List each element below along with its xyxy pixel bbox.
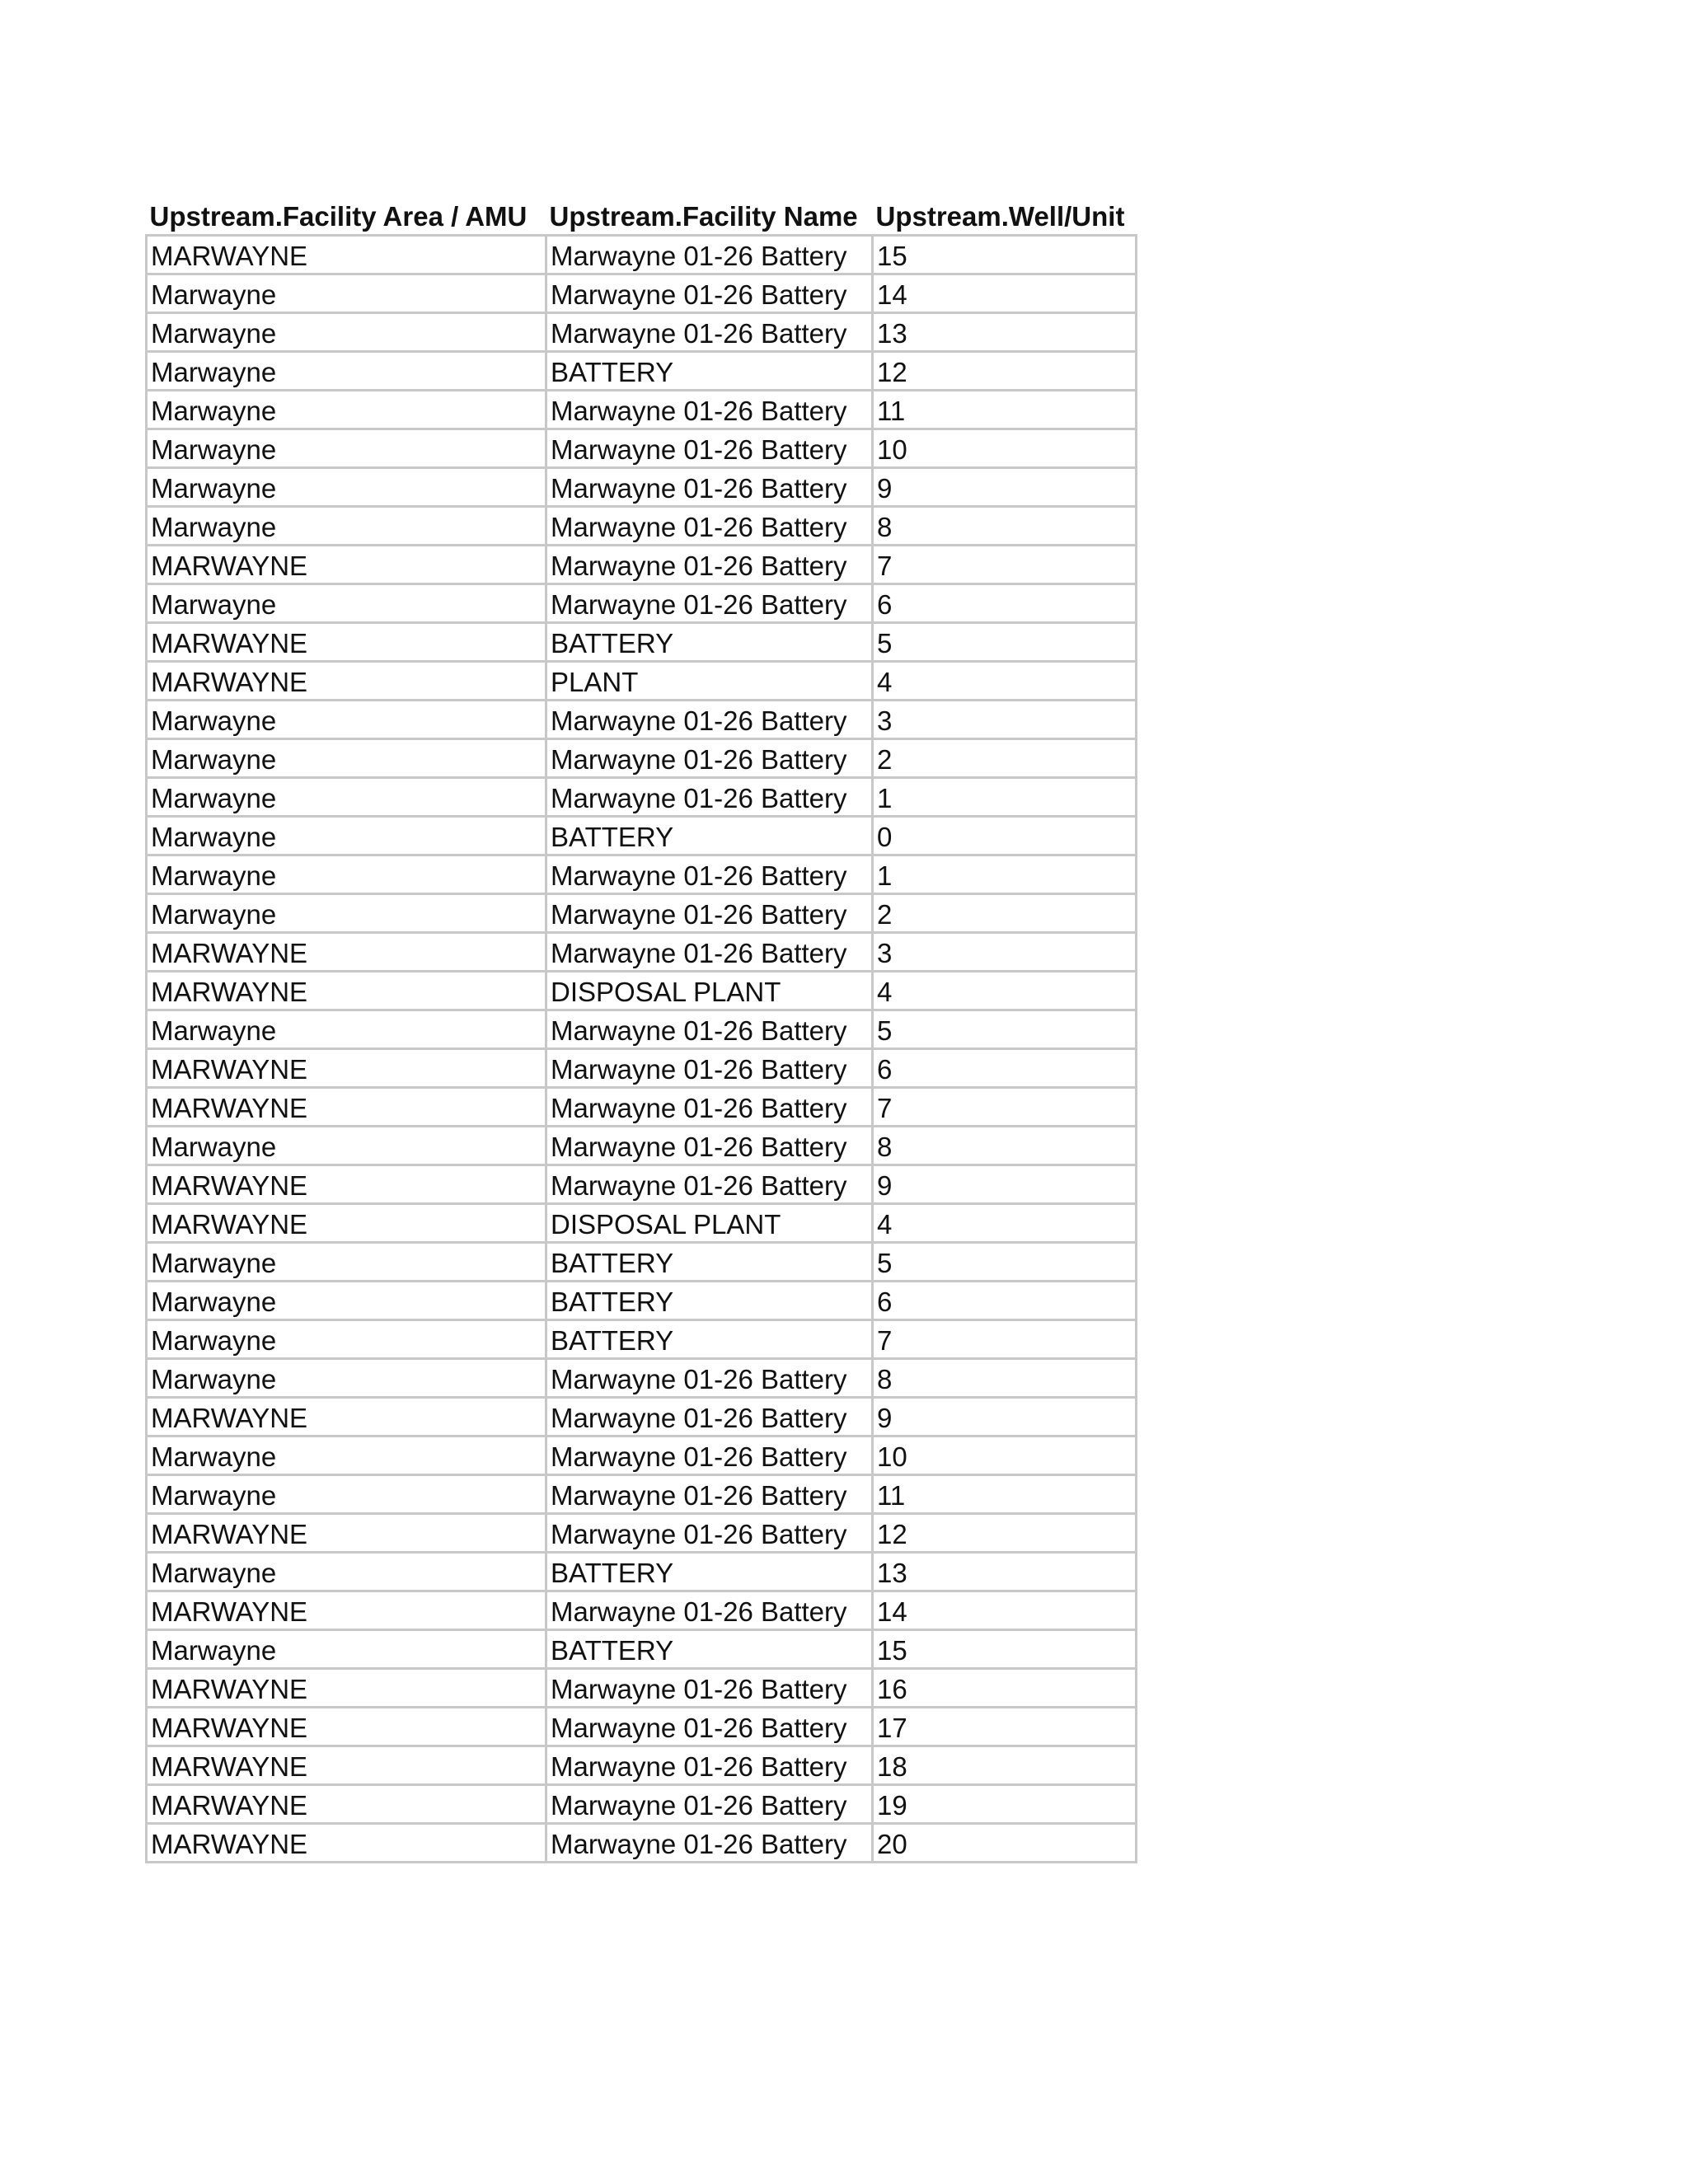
cell-well-unit: 7 [873, 1320, 1137, 1359]
cell-facility-area: Marwayne [147, 391, 546, 429]
table-row [147, 352, 1137, 391]
cell-well-unit: 8 [873, 507, 1137, 546]
cell-facility-area: MARWAYNE [147, 1591, 546, 1630]
cell-facility-area: MARWAYNE [147, 1088, 546, 1127]
cell-facility-area: Marwayne [147, 778, 546, 817]
table-row [147, 1398, 1137, 1436]
cell-well-unit: 10 [873, 1436, 1137, 1475]
cell-facility-area: Marwayne [147, 1630, 546, 1669]
cell-well-unit: 6 [873, 584, 1137, 623]
cell-facility-name: PLANT [546, 662, 873, 701]
table-row [147, 391, 1137, 429]
cell-facility-area: Marwayne [147, 468, 546, 507]
table-row [147, 236, 1137, 274]
cell-facility-name: Marwayne 01-26 Battery [546, 1591, 873, 1630]
cell-well-unit: 2 [873, 894, 1137, 933]
cell-well-unit: 9 [873, 1398, 1137, 1436]
table-row [147, 313, 1137, 352]
cell-facility-name: DISPOSAL PLANT [546, 1204, 873, 1243]
cell-well-unit: 7 [873, 546, 1137, 584]
cell-facility-name: Marwayne 01-26 Battery [546, 429, 873, 468]
cell-facility-area: Marwayne [147, 1553, 546, 1591]
cell-well-unit: 12 [873, 352, 1137, 391]
table-row [147, 1669, 1137, 1708]
cell-facility-area: Marwayne [147, 507, 546, 546]
cell-facility-name: BATTERY [546, 1282, 873, 1320]
cell-facility-name: BATTERY [546, 1630, 873, 1669]
cell-facility-name: Marwayne 01-26 Battery [546, 1398, 873, 1436]
cell-well-unit: 11 [873, 1475, 1137, 1514]
cell-facility-name: Marwayne 01-26 Battery [546, 313, 873, 352]
cell-well-unit: 14 [873, 274, 1137, 313]
cell-facility-name: BATTERY [546, 623, 873, 662]
table-row [147, 739, 1137, 778]
table-row [147, 894, 1137, 933]
cell-well-unit: 13 [873, 1553, 1137, 1591]
cell-well-unit: 4 [873, 662, 1137, 701]
table-row [147, 972, 1137, 1010]
cell-facility-name: Marwayne 01-26 Battery [546, 507, 873, 546]
table-row [147, 623, 1137, 662]
cell-well-unit: 18 [873, 1746, 1137, 1785]
table-row [147, 1359, 1137, 1398]
cell-facility-area: MARWAYNE [147, 972, 546, 1010]
table-row [147, 1243, 1137, 1282]
cell-well-unit: 4 [873, 1204, 1137, 1243]
cell-facility-name: Marwayne 01-26 Battery [546, 739, 873, 778]
cell-well-unit: 1 [873, 778, 1137, 817]
cell-facility-area: MARWAYNE [147, 623, 546, 662]
cell-facility-name: Marwayne 01-26 Battery [546, 1514, 873, 1553]
cell-well-unit: 0 [873, 817, 1137, 855]
table-row [147, 1785, 1137, 1824]
table-row [147, 662, 1137, 701]
cell-well-unit: 9 [873, 468, 1137, 507]
cell-facility-name: Marwayne 01-26 Battery [546, 1436, 873, 1475]
table-row [147, 1824, 1137, 1863]
cell-well-unit: 2 [873, 739, 1137, 778]
table-row [147, 1630, 1137, 1669]
table-row [147, 1204, 1137, 1243]
table-row [147, 1127, 1137, 1165]
table-row [147, 855, 1137, 894]
cell-facility-area: Marwayne [147, 1320, 546, 1359]
table-row [147, 1320, 1137, 1359]
cell-facility-area: Marwayne [147, 313, 546, 352]
spreadsheet-sheet [145, 198, 1137, 1863]
table-row [147, 429, 1137, 468]
table-body [147, 236, 1137, 1863]
cell-facility-name: Marwayne 01-26 Battery [546, 894, 873, 933]
cell-facility-name: Marwayne 01-26 Battery [546, 1165, 873, 1204]
cell-facility-area: MARWAYNE [147, 1049, 546, 1088]
table-row [147, 1010, 1137, 1049]
cell-facility-area: Marwayne [147, 855, 546, 894]
cell-facility-name: Marwayne 01-26 Battery [546, 1669, 873, 1708]
cell-facility-name: Marwayne 01-26 Battery [546, 236, 873, 274]
cell-facility-name: Marwayne 01-26 Battery [546, 391, 873, 429]
table-row [147, 1591, 1137, 1630]
cell-well-unit: 6 [873, 1049, 1137, 1088]
cell-facility-area: Marwayne [147, 429, 546, 468]
column-header-well-unit: Upstream.Well/Unit [875, 201, 1125, 232]
table-row [147, 274, 1137, 313]
cell-well-unit: 3 [873, 933, 1137, 972]
cell-facility-area: MARWAYNE [147, 662, 546, 701]
cell-well-unit: 8 [873, 1127, 1137, 1165]
cell-facility-area: MARWAYNE [147, 1669, 546, 1708]
cell-facility-area: Marwayne [147, 584, 546, 623]
cell-facility-name: BATTERY [546, 352, 873, 391]
cell-well-unit: 5 [873, 623, 1137, 662]
cell-facility-name: Marwayne 01-26 Battery [546, 1475, 873, 1514]
cell-facility-name: BATTERY [546, 1553, 873, 1591]
cell-well-unit: 1 [873, 855, 1137, 894]
table-row [147, 933, 1137, 972]
cell-facility-area: MARWAYNE [147, 1514, 546, 1553]
table-row [147, 1553, 1137, 1591]
column-header-facility-area: Upstream.Facility Area / AMU [149, 201, 528, 232]
cell-facility-name: Marwayne 01-26 Battery [546, 1708, 873, 1746]
table-row [147, 1088, 1137, 1127]
table-row [147, 507, 1137, 546]
table-row [147, 701, 1137, 739]
cell-facility-name: Marwayne 01-26 Battery [546, 468, 873, 507]
table-row [147, 1708, 1137, 1746]
cell-facility-name: Marwayne 01-26 Battery [546, 1049, 873, 1088]
cell-facility-area: Marwayne [147, 894, 546, 933]
cell-well-unit: 14 [873, 1591, 1137, 1630]
cell-well-unit: 20 [873, 1824, 1137, 1863]
cell-facility-area: MARWAYNE [147, 1746, 546, 1785]
cell-facility-name: Marwayne 01-26 Battery [546, 1824, 873, 1863]
cell-well-unit: 15 [873, 236, 1137, 274]
data-table [145, 198, 1137, 1863]
cell-facility-area: Marwayne [147, 352, 546, 391]
cell-well-unit: 8 [873, 1359, 1137, 1398]
table-row [147, 1049, 1137, 1088]
cell-facility-area: MARWAYNE [147, 1398, 546, 1436]
cell-facility-area: MARWAYNE [147, 1824, 546, 1863]
cell-facility-name: Marwayne 01-26 Battery [546, 701, 873, 739]
cell-well-unit: 7 [873, 1088, 1137, 1127]
table-row [147, 546, 1137, 584]
cell-facility-area: Marwayne [147, 1010, 546, 1049]
table-row [147, 1746, 1137, 1785]
cell-facility-area: MARWAYNE [147, 933, 546, 972]
cell-facility-area: Marwayne [147, 1282, 546, 1320]
cell-facility-area: MARWAYNE [147, 1708, 546, 1746]
cell-facility-name: Marwayne 01-26 Battery [546, 933, 873, 972]
cell-facility-name: Marwayne 01-26 Battery [546, 1010, 873, 1049]
cell-facility-name: Marwayne 01-26 Battery [546, 1127, 873, 1165]
cell-well-unit: 13 [873, 313, 1137, 352]
cell-well-unit: 11 [873, 391, 1137, 429]
cell-facility-area: MARWAYNE [147, 1204, 546, 1243]
cell-well-unit: 5 [873, 1243, 1137, 1282]
cell-well-unit: 15 [873, 1630, 1137, 1669]
cell-facility-area: MARWAYNE [147, 1165, 546, 1204]
cell-well-unit: 4 [873, 972, 1137, 1010]
cell-facility-name: Marwayne 01-26 Battery [546, 855, 873, 894]
cell-facility-name: Marwayne 01-26 Battery [546, 584, 873, 623]
table-row [147, 1514, 1137, 1553]
table-row [147, 584, 1137, 623]
cell-well-unit: 10 [873, 429, 1137, 468]
cell-facility-area: Marwayne [147, 274, 546, 313]
cell-well-unit: 9 [873, 1165, 1137, 1204]
cell-well-unit: 19 [873, 1785, 1137, 1824]
table-row [147, 468, 1137, 507]
cell-facility-name: Marwayne 01-26 Battery [546, 1359, 873, 1398]
cell-well-unit: 6 [873, 1282, 1137, 1320]
cell-facility-area: Marwayne [147, 817, 546, 855]
cell-facility-name: Marwayne 01-26 Battery [546, 546, 873, 584]
cell-facility-area: Marwayne [147, 1359, 546, 1398]
cell-facility-area: MARWAYNE [147, 1785, 546, 1824]
cell-well-unit: 16 [873, 1669, 1137, 1708]
cell-facility-area: MARWAYNE [147, 236, 546, 274]
cell-facility-name: BATTERY [546, 1320, 873, 1359]
cell-facility-area: Marwayne [147, 739, 546, 778]
header-row [147, 198, 1137, 236]
cell-well-unit: 5 [873, 1010, 1137, 1049]
cell-well-unit: 3 [873, 701, 1137, 739]
cell-facility-name: Marwayne 01-26 Battery [546, 778, 873, 817]
cell-facility-area: Marwayne [147, 1475, 546, 1514]
table-row [147, 778, 1137, 817]
cell-facility-area: Marwayne [147, 701, 546, 739]
table-row [147, 1282, 1137, 1320]
cell-facility-name: BATTERY [546, 817, 873, 855]
cell-facility-area: Marwayne [147, 1127, 546, 1165]
cell-facility-name: Marwayne 01-26 Battery [546, 1088, 873, 1127]
cell-facility-name: Marwayne 01-26 Battery [546, 1785, 873, 1824]
table-row [147, 817, 1137, 855]
cell-facility-name: DISPOSAL PLANT [546, 972, 873, 1010]
cell-well-unit: 17 [873, 1708, 1137, 1746]
cell-facility-area: Marwayne [147, 1243, 546, 1282]
table-row [147, 1165, 1137, 1204]
cell-facility-name: Marwayne 01-26 Battery [546, 274, 873, 313]
cell-facility-name: Marwayne 01-26 Battery [546, 1746, 873, 1785]
cell-facility-area: MARWAYNE [147, 546, 546, 584]
cell-facility-area: Marwayne [147, 1436, 546, 1475]
table-row [147, 1436, 1137, 1475]
column-header-facility-name: Upstream.Facility Name [549, 201, 858, 232]
table-row [147, 1475, 1137, 1514]
cell-well-unit: 12 [873, 1514, 1137, 1553]
cell-facility-name: BATTERY [546, 1243, 873, 1282]
